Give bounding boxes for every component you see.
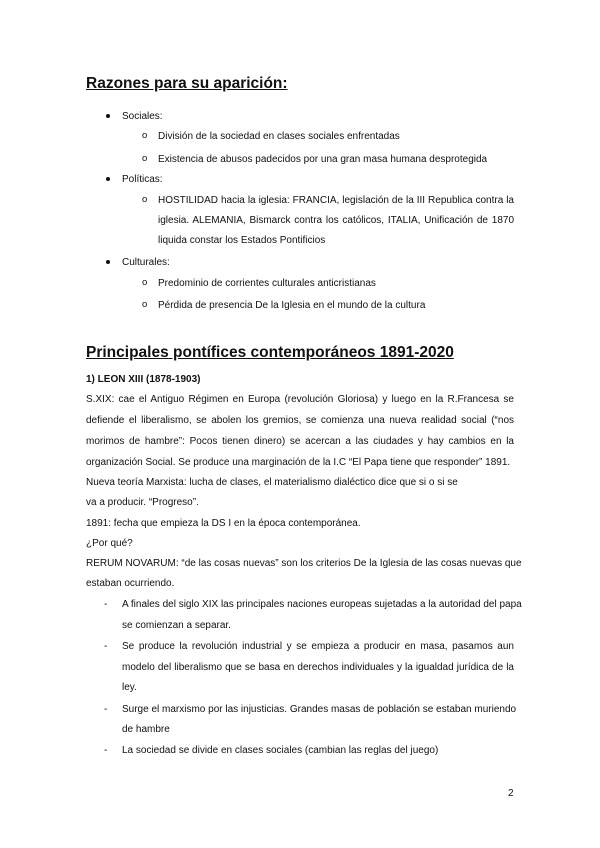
list-item-line: ley. bbox=[122, 682, 137, 693]
list-item-line: HOSTILIDAD hacia la iglesia: FRANCIA, legislación de la III Republica contra la bbox=[158, 195, 514, 206]
circle-bullet-icon: o bbox=[142, 299, 148, 310]
list-item: Predominio de corrientes culturales anticristianas bbox=[158, 278, 376, 289]
paragraph-line: morimos de hambre”: Pocos tienen dinero) se acercan a las ciudades y hay cambios en la bbox=[86, 436, 514, 447]
bullet-icon bbox=[106, 114, 110, 118]
bullet-icon bbox=[106, 177, 110, 181]
category-sociales: Sociales: bbox=[122, 111, 163, 122]
list-item-line: A finales del siglo XIX las principales naciones europeas sujetadas a la autoridad del papa bbox=[122, 599, 522, 610]
paragraph-line: 1891: fecha que empieza la DS I en la época contemporánea. bbox=[86, 518, 361, 529]
circle-bullet-icon: o bbox=[142, 277, 148, 288]
list-item-line: se comienzan a separar. bbox=[122, 620, 231, 631]
list-item-line: liquida constar los Estados Pontificios bbox=[158, 235, 326, 246]
dash-bullet-icon: - bbox=[104, 599, 108, 610]
paragraph-line: Nueva teoría Marxista: lucha de clases, el materialismo dialéctico dice que si o si se bbox=[86, 477, 458, 488]
dash-bullet-icon: - bbox=[104, 704, 108, 715]
list-item-line: modelo del liberalismo que se basa en derechos individuales y la igualdad jurídica de la bbox=[122, 662, 514, 673]
section-title-pontifices: Principales pontífices contemporáneos 1891-2020 bbox=[86, 344, 454, 361]
paragraph-line: va a producir. “Progreso”. bbox=[86, 497, 199, 508]
dash-bullet-icon: - bbox=[104, 745, 108, 756]
list-item-line: iglesia. ALEMANIA, Bismarck contra los católicos, ITALIA, Unificación de 1870 bbox=[158, 215, 514, 226]
list-item: Pérdida de presencia De la Iglesia en el mundo de la cultura bbox=[158, 300, 426, 311]
list-item-line: de hambre bbox=[122, 724, 170, 735]
list-item: División de la sociedad en clases sociales enfrentadas bbox=[158, 131, 400, 142]
list-item: Existencia de abusos padecidos por una gran masa humana desprotegida bbox=[158, 154, 488, 165]
paragraph-line: RERUM NOVARUM: “de las cosas nuevas” son los criterios De la Iglesia de las cosas nuevas que bbox=[86, 558, 522, 569]
paragraph-line: S.XIX: cae el Antiguo Régimen en Europa (revolución Gloriosa) y luego en la R.Francesa se bbox=[86, 394, 514, 405]
circle-bullet-icon: o bbox=[142, 130, 148, 141]
list-item-line: La sociedad se divide en clases sociales (cambian las reglas del juego) bbox=[122, 745, 439, 756]
circle-bullet-icon: o bbox=[142, 194, 148, 205]
category-politicas: Políticas: bbox=[122, 174, 163, 185]
subsection-title: 1) LEON XIII (1878-1903) bbox=[86, 374, 201, 385]
paragraph-line: defiende el liberalismo, se abolen los gremios, se comienza una nueva realidad social (“nos bbox=[86, 415, 514, 426]
list-item-line: Se produce la revolución industrial y se empieza a producir en masa, pasamos aun bbox=[122, 641, 514, 652]
paragraph-line: organización Social. Se produce una marginación de la I.C “El Papa tiene que responder” 1891. bbox=[86, 457, 511, 468]
circle-bullet-icon: o bbox=[142, 153, 148, 164]
page-number: 2 bbox=[508, 788, 514, 799]
dash-bullet-icon: - bbox=[104, 641, 108, 652]
paragraph-line: ¿Por qué? bbox=[86, 538, 133, 549]
paragraph-line: estaban ocurriendo. bbox=[86, 578, 175, 589]
bullet-icon bbox=[106, 260, 110, 264]
category-culturales: Culturales: bbox=[122, 257, 170, 268]
section-title-razones: Razones para su aparición: bbox=[86, 75, 288, 92]
list-item-line: Surge el marxismo por las injusticias. Grandes masas de población se estaban muriendo bbox=[122, 704, 517, 715]
